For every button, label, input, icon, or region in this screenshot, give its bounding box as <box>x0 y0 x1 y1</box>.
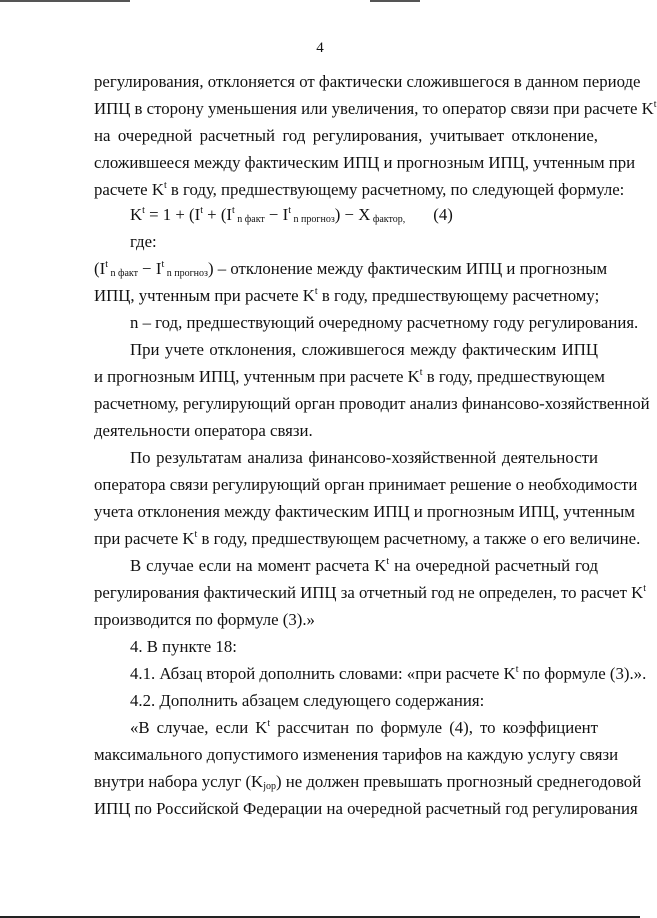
text-line: регулирования, отклоняется от фактически сложившегося в данном периоде <box>94 72 641 91</box>
text-line: производится по формуле (3).» <box>94 610 315 629</box>
text-line: ИПЦ по Российской Федерации на очередной расчетный год регулирования <box>94 799 638 818</box>
text-line: По результатам анализа финансово-хозяйственной деятельности <box>130 448 598 467</box>
text-line: расчете $K^t$ в году, предшествующему расчетному, по следующей формуле: <box>94 180 625 199</box>
text-line: учета отклонения между фактическим ИПЦ и прогнозным ИПЦ, учтенным <box>94 502 635 521</box>
text-line: В случае если на момент расчета $K^t$ на очередной расчетный год <box>130 556 599 575</box>
text-line: максимального допустимого изменения тарифов на каждую услугу связи <box>94 745 619 764</box>
page-number: 4 <box>316 40 324 56</box>
text-line: 4. В пункте 18: <box>130 637 237 656</box>
text-line: ИПЦ, учтенным при расчете $K^t$ в году, предшествующему расчетному; <box>94 286 600 305</box>
text-line: деятельности оператора связи. <box>94 421 313 440</box>
text-line: внутри набора услуг $(K_{jop})$ не должен превышать прогнозный среднегодовой <box>94 772 642 792</box>
text-line: При учете отклонения, сложившегося между фактическим ИПЦ <box>130 340 598 359</box>
text-line: при расчете $K^t$ в году, предшествующем расчетному, а также о его величине. <box>94 529 641 548</box>
text-line: на очередной расчетный год регулирования, учитывает отклонение, <box>94 126 598 145</box>
text-line: сложившееся между фактическим ИПЦ и прогнозным ИПЦ, учтенным при <box>94 153 636 172</box>
text-line: 4.2. Дополнить абзацем следующего содержания: <box>130 691 485 710</box>
scan-edge-top <box>0 0 640 2</box>
text-line: и прогнозным ИПЦ, учтенным при расчете $K^t$ в году, предшествующем <box>94 367 605 386</box>
text-line: где: <box>130 232 157 251</box>
text-line: ($I^t$ $_{n факт} - I^t$ $_{n прогноз}$) – отклонение между фактическим ИПЦ и прогнозным <box>94 259 608 279</box>
text-line: оператора связи регулирующий орган принимает решение о необходимости <box>94 475 638 494</box>
formula-number: (4) <box>433 205 453 224</box>
text-line: регулирования фактический ИПЦ за отчетный год не определен, то расчет $K^t$ <box>94 583 647 602</box>
text-line: расчетному, регулирующий орган проводит анализ финансово-хозяйственной <box>94 394 650 413</box>
text-line: 4.1. Абзац второй дополнить словами: «при расчете $K^t$ по формуле (3).». <box>130 664 647 683</box>
text-line: n – год, предшествующий очередному расчетному году регулирования. <box>130 313 639 332</box>
text-line: ИПЦ в сторону уменьшения или увеличения, то оператор связи при расчете $K^t$ <box>94 99 657 118</box>
formula-4: $K^t = 1 + (I^t + (I^t$ $_{n факт} - I^t$ $_{n прогноз}$) − X $_{фактор,}$ (4) <box>130 205 453 225</box>
text-line: «В случае, если $K^t$ рассчитан по формуле (4), то коэффициент <box>130 718 598 737</box>
